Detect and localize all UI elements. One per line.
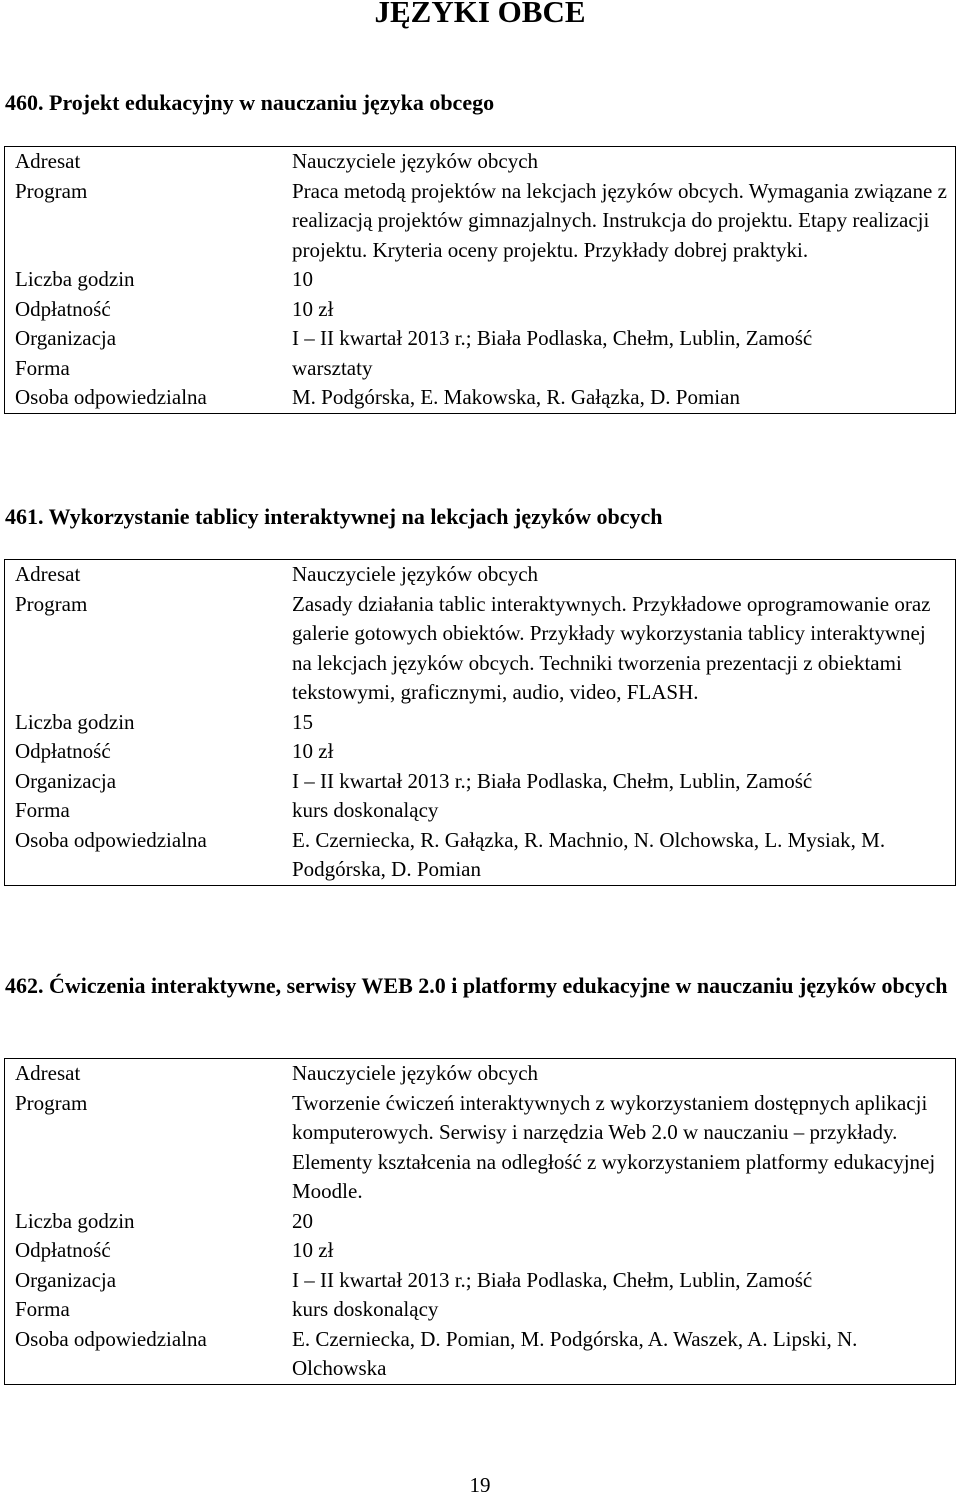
page-title: JĘZYKI OBCE [374, 0, 586, 29]
label-liczba-godzin: Liczba godzin [15, 709, 135, 734]
label-forma: Forma [15, 798, 70, 822]
row-osoba-odpowiedzialna [5, 1325, 956, 1385]
label-adresat: Adresat [15, 149, 81, 173]
label-program: Program [15, 591, 88, 616]
section-title: Wykorzystanie tablicy interaktywnej na lekcjach języków obcych [48, 504, 663, 529]
course-table-462 [4, 1058, 956, 1385]
section-title: Ćwiczenia interaktywne, serwisy WEB 2.0 i platformy edukacyjne w nauczaniu języków obcych [49, 973, 948, 998]
value-adresat: Nauczyciele języków obcych [292, 1061, 539, 1085]
section-number: 460. [5, 90, 44, 115]
row-program [5, 590, 956, 708]
row-odplatnosc [5, 1236, 956, 1266]
row-liczba-godzin [5, 265, 956, 295]
label-liczba-godzin: Liczba godzin [15, 267, 135, 291]
row-odplatnosc [5, 737, 956, 767]
value-program: Praca metodą projektów na lekcjach języków obcych. Wymagania związane z realizacją projektów gimnazjalnych. Instrukcja do projektu. Etapy realizacji projektu. Kryteria oceny projektu. Przykłady dobrej praktyki. [292, 178, 947, 262]
label-organizacja: Organizacja [15, 768, 117, 793]
row-osoba-odpowiedzialna [5, 826, 956, 886]
label-osoba-odpowiedzialna: Osoba odpowiedzialna [15, 1326, 207, 1351]
row-organizacja [5, 1266, 956, 1296]
row-forma [5, 796, 956, 826]
value-osoba-odpowiedzialna: E. Czerniecka, D. Pomian, M. Podgórska, A. Waszek, A. Lipski, N. Olchowska [292, 1326, 858, 1380]
row-organizacja [5, 767, 956, 797]
value-adresat: Nauczyciele języków obcych [292, 562, 539, 586]
label-liczba-godzin: Liczba godzin [15, 1208, 135, 1233]
row-forma [5, 354, 956, 384]
row-adresat [5, 147, 956, 177]
value-odplatnosc: 10 zł [292, 296, 334, 321]
value-liczba-godzin: 15 [292, 709, 313, 734]
row-program [5, 1089, 956, 1207]
value-odplatnosc: 10 zł [292, 1238, 334, 1262]
row-organizacja [5, 324, 956, 354]
label-organizacja: Organizacja [15, 326, 117, 350]
value-liczba-godzin: 20 [292, 1208, 313, 1233]
row-adresat [5, 1059, 956, 1089]
course-table-460 [4, 146, 956, 414]
row-odplatnosc [5, 295, 956, 325]
label-odplatnosc: Odpłatność [15, 296, 111, 321]
row-osoba-odpowiedzialna [5, 383, 956, 413]
label-organizacja: Organizacja [15, 1267, 117, 1292]
value-liczba-godzin: 10 [292, 267, 313, 291]
value-forma: kurs doskonalący [292, 798, 439, 822]
section-number: 462. [5, 973, 44, 998]
label-program: Program [15, 1090, 88, 1115]
row-adresat [5, 560, 956, 590]
page-number: 19 [469, 1473, 491, 1497]
value-odplatnosc: 10 zł [292, 739, 334, 763]
label-adresat: Adresat [15, 562, 81, 586]
section-heading-461 [5, 502, 955, 531]
section-title: Projekt edukacyjny w nauczaniu języka obcego [49, 90, 495, 115]
label-odplatnosc: Odpłatność [15, 1238, 111, 1262]
section-heading-460 [5, 88, 955, 117]
label-osoba-odpowiedzialna: Osoba odpowiedzialna [15, 385, 207, 409]
row-program [5, 177, 956, 266]
label-program: Program [15, 178, 88, 203]
value-organizacja: I – II kwartał 2013 r.; Biała Podlaska, Chełm, Lublin, Zamość [292, 326, 813, 350]
value-adresat: Nauczyciele języków obcych [292, 149, 539, 173]
value-program: Zasady działania tablic interaktywnych. Przykładowe oprogramowanie oraz galerie gotowych obiektów. Przykłady wykorzystania tablicy interaktywnej na lekcjach języków obcych. Techniki tworzenia prezentacji z obiektami tekstowymi, graficznymi, audio, video, FLASH. [292, 591, 931, 704]
value-osoba-odpowiedzialna: E. Czerniecka, R. Gałązka, R. Machnio, N. Olchowska, L. Mysiak, M. Podgórska, D. Pomian [292, 827, 886, 881]
value-organizacja: I – II kwartał 2013 r.; Biała Podlaska, Chełm, Lublin, Zamość [292, 768, 813, 793]
course-table-461 [4, 559, 956, 886]
label-adresat: Adresat [15, 1061, 81, 1085]
label-forma: Forma [15, 1297, 70, 1321]
value-forma: warsztaty [292, 355, 373, 380]
label-forma: Forma [15, 355, 70, 380]
row-liczba-godzin [5, 1207, 956, 1237]
section-heading-462 [5, 971, 955, 1000]
row-forma [5, 1295, 956, 1325]
label-odplatnosc: Odpłatność [15, 739, 111, 763]
value-program: Tworzenie ćwiczeń interaktywnych z wykorzystaniem dostępnych aplikacji komputerowych. Serwisy i narzędzia Web 2.0 w nauczaniu – przykłady. Elementy kształcenia na odległość z wykorzystaniem platformy edukacyjnej Moodle. [292, 1090, 936, 1203]
label-osoba-odpowiedzialna: Osoba odpowiedzialna [15, 827, 207, 852]
row-liczba-godzin [5, 708, 956, 738]
value-forma: kurs doskonalący [292, 1297, 439, 1321]
section-number: 461. [5, 504, 44, 529]
value-osoba-odpowiedzialna: M. Podgórska, E. Makowska, R. Gałązka, D. Pomian [292, 385, 740, 409]
value-organizacja: I – II kwartał 2013 r.; Biała Podlaska, Chełm, Lublin, Zamość [292, 1267, 813, 1292]
